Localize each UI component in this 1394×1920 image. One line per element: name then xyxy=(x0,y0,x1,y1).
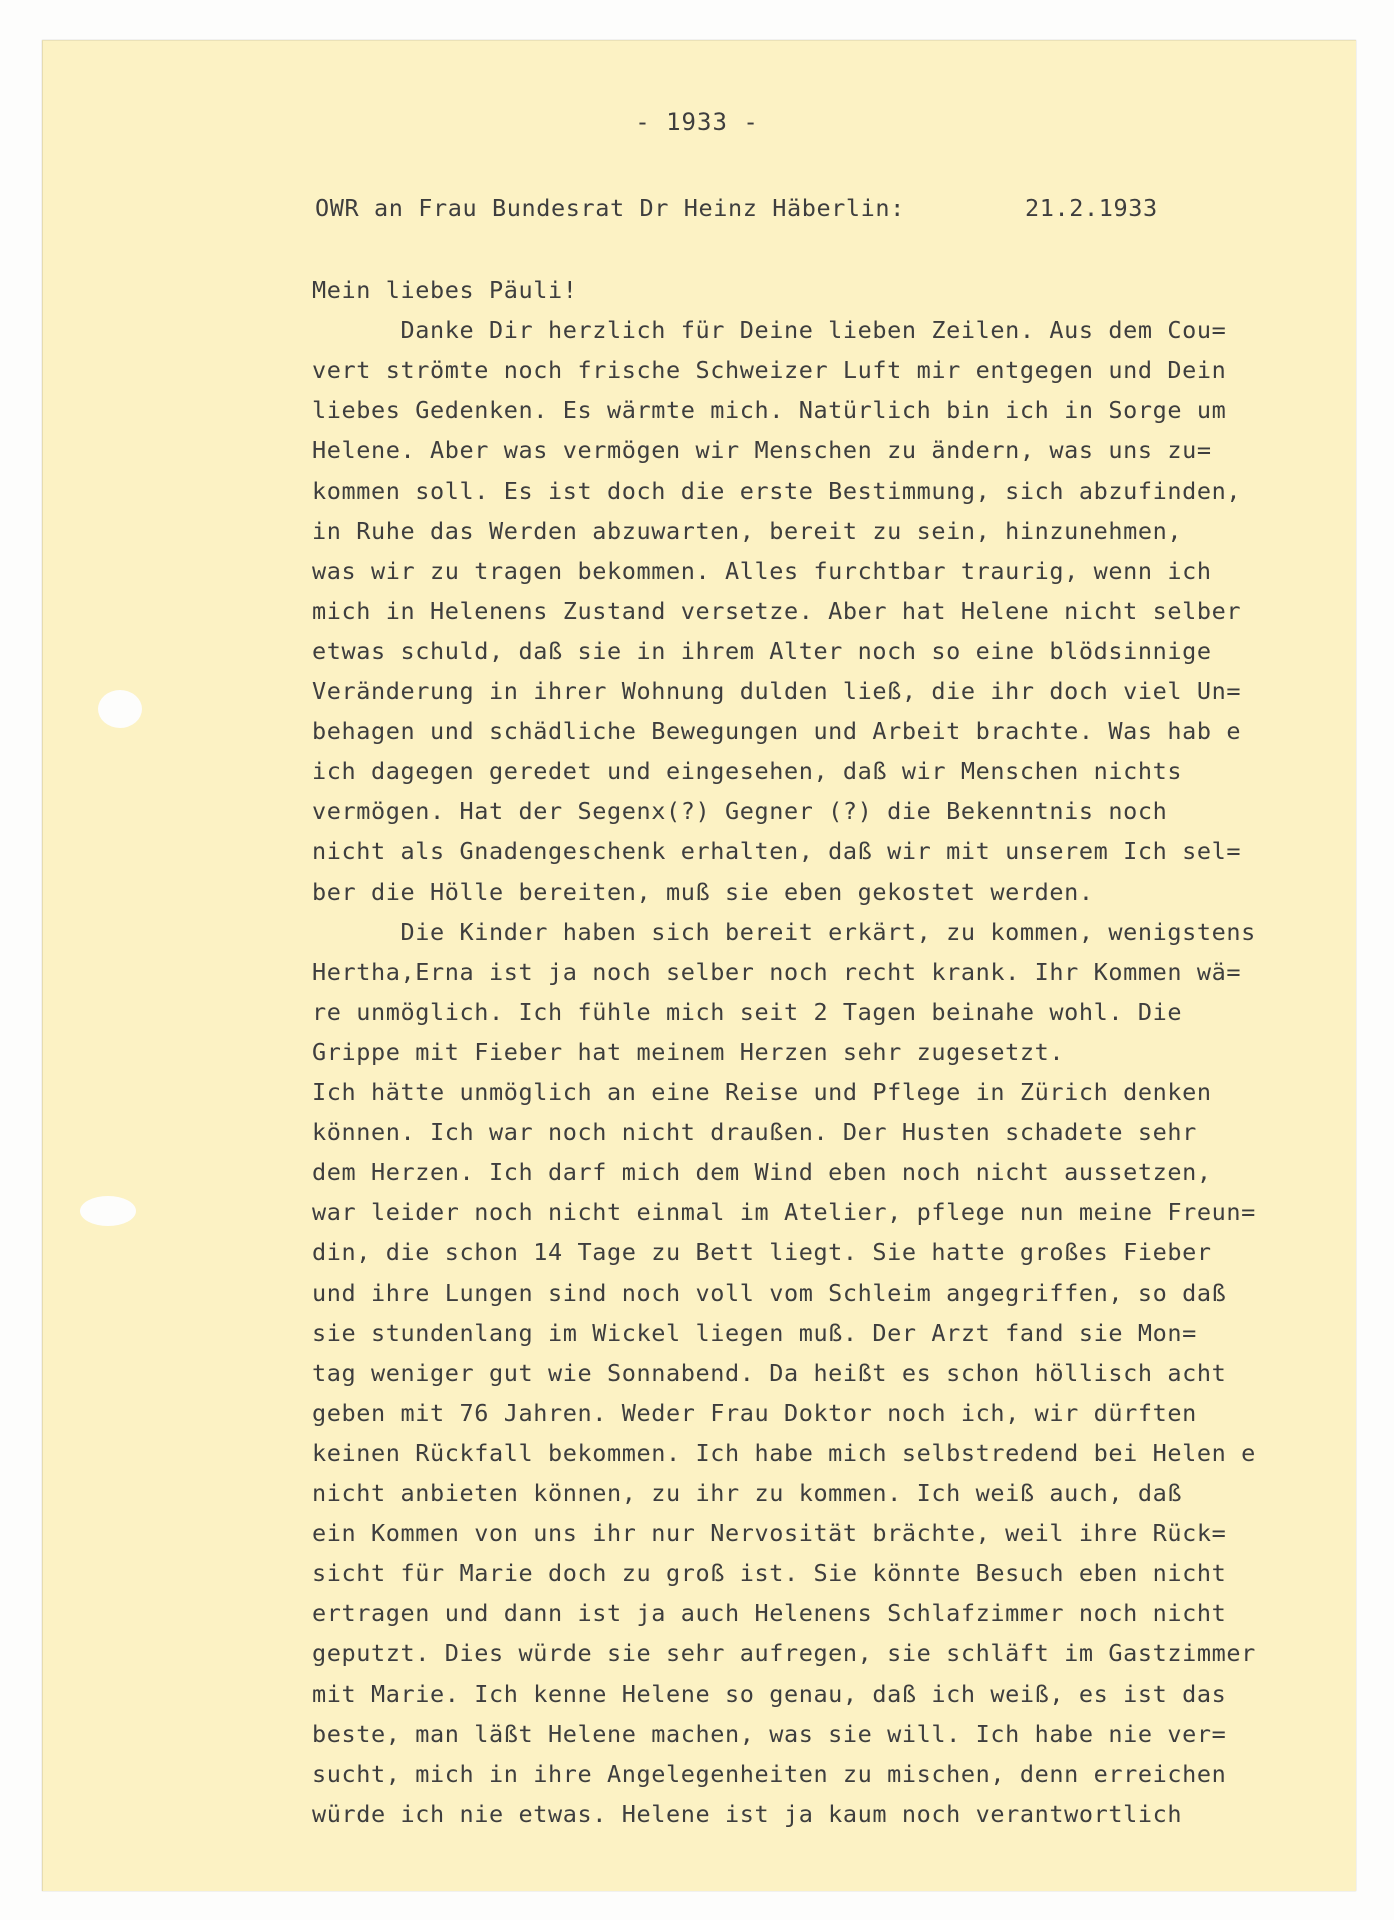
letter-line: din, die schon 14 Tage zu Bett liegt. Sie hatte großes Fieber xyxy=(312,1238,1212,1267)
letter-line: in Ruhe das Werden abzuwarten, bereit zu sein, hinzunehmen, xyxy=(312,516,1183,545)
recipient-line: OWR an Frau Bundesrat Dr Heinz Häberlin: xyxy=(315,194,905,222)
letter-line: nicht anbieten können, zu ihr zu kommen. Ich weiß auch, daß xyxy=(312,1479,1183,1507)
letter-line: mich in Helenens Zustand versetze. Aber hat Helene nicht selber xyxy=(312,596,1242,625)
letter-line: mit Marie. Ich kenne Helene so genau, daß ich weiß, es ist das xyxy=(312,1679,1227,1708)
letter-line: Grippe mit Fieber hat meinem Herzen sehr zugesetzt. xyxy=(312,1037,1065,1066)
letter-line: behagen und schädliche Bewegungen und Arbeit brachte. Was hab e xyxy=(312,717,1242,746)
letter-line: Danke Dir herzlich für Deine lieben Zeilen. Aus dem Cou= xyxy=(312,316,1227,345)
letter-line: ich dagegen geredet und eingesehen, daß wir Menschen nichts xyxy=(312,757,1183,786)
punch-hole xyxy=(80,1196,136,1226)
letter-line: ber die Hölle bereiten, muß sie eben gekostet werden. xyxy=(312,877,1094,906)
letter-line: war leider noch nicht einmal im Atelier, pflege nun meine Freun= xyxy=(312,1198,1256,1227)
letter-line: Die Kinder haben sich bereit erkärt, zu kommen, wenigstens xyxy=(312,917,1256,946)
letter-line: vermögen. Hat der Segenx(?) Gegner (?) die Bekenntnis noch xyxy=(312,797,1168,826)
letter-line: kommen soll. Es ist doch die erste Bestimmung, sich abzufinden, xyxy=(312,476,1242,505)
letter-line: keinen Rückfall bekommen. Ich habe mich selbstredend bei Helen e xyxy=(312,1438,1256,1467)
letter-line: geben mit 76 Jahren. Weder Frau Doktor noch ich, wir dürften xyxy=(312,1398,1197,1427)
punch-hole xyxy=(98,690,142,728)
letter-line: Veränderung in ihrer Wohnung dulden ließ, die ihr doch viel Un= xyxy=(312,677,1242,705)
letter-line: re unmöglich. Ich fühle mich seit 2 Tagen beinahe wohl. Die xyxy=(312,997,1183,1026)
letter-line: vert strömte noch frische Schweizer Luft mir entgegen und Dein xyxy=(312,356,1227,385)
letter-line: liebes Gedenken. Es wärmte mich. Natürlich bin ich in Sorge um xyxy=(312,396,1227,425)
letter-date: 21.2.1933 xyxy=(1025,194,1158,222)
letter-line: ein Kommen von uns ihr nur Nervosität brächte, weil ihre Rück= xyxy=(312,1519,1227,1548)
letter-line: sie stundenlang im Wickel liegen muß. Der Arzt fand sie Mon= xyxy=(312,1318,1197,1347)
salutation: Mein liebes Päuli! xyxy=(312,276,578,304)
letter-line: können. Ich war noch nicht draußen. Der Husten schadete sehr xyxy=(312,1118,1197,1147)
page-header: - 1933 - xyxy=(635,108,759,136)
letter-line: etwas schuld, daß sie in ihrem Alter noch so eine blödsinnige xyxy=(312,636,1212,665)
letter-line: tag weniger gut wie Sonnabend. Da heißt es schon höllisch acht xyxy=(312,1358,1227,1387)
letter-line: Helene. Aber was vermögen wir Menschen zu ändern, was uns zu= xyxy=(312,436,1212,465)
letter-line: Hertha,Erna ist ja noch selber noch recht krank. Ihr Kommen wä= xyxy=(312,957,1242,986)
letter-line: sicht für Marie doch zu groß ist. Sie könnte Besuch eben nicht xyxy=(312,1559,1227,1588)
letter-line: beste, man läßt Helene machen, was sie will. Ich habe nie ver= xyxy=(312,1719,1227,1748)
letter-line: Ich hätte unmöglich an eine Reise und Pflege in Zürich denken xyxy=(312,1078,1212,1106)
letter-line: geputzt. Dies würde sie sehr aufregen, sie schläft im Gastzimmer xyxy=(312,1639,1256,1668)
letter-line: was wir zu tragen bekommen. Alles furchtbar traurig, wenn ich xyxy=(312,556,1212,585)
letter-line: dem Herzen. Ich darf mich dem Wind eben noch nicht aussetzen, xyxy=(312,1158,1212,1187)
letter-line: nicht als Gnadengeschenk erhalten, daß wir mit unserem Ich sel= xyxy=(312,837,1242,866)
letter-line: würde ich nie etwas. Helene ist ja kaum noch verantwortlich xyxy=(312,1799,1183,1828)
letter-line: ertragen und dann ist ja auch Helenens Schlafzimmer noch nicht xyxy=(312,1599,1227,1628)
letter-line: und ihre Lungen sind noch voll vom Schleim angegriffen, so daß xyxy=(312,1278,1227,1307)
letter-line: sucht, mich in ihre Angelegenheiten zu mischen, denn erreichen xyxy=(312,1759,1227,1788)
